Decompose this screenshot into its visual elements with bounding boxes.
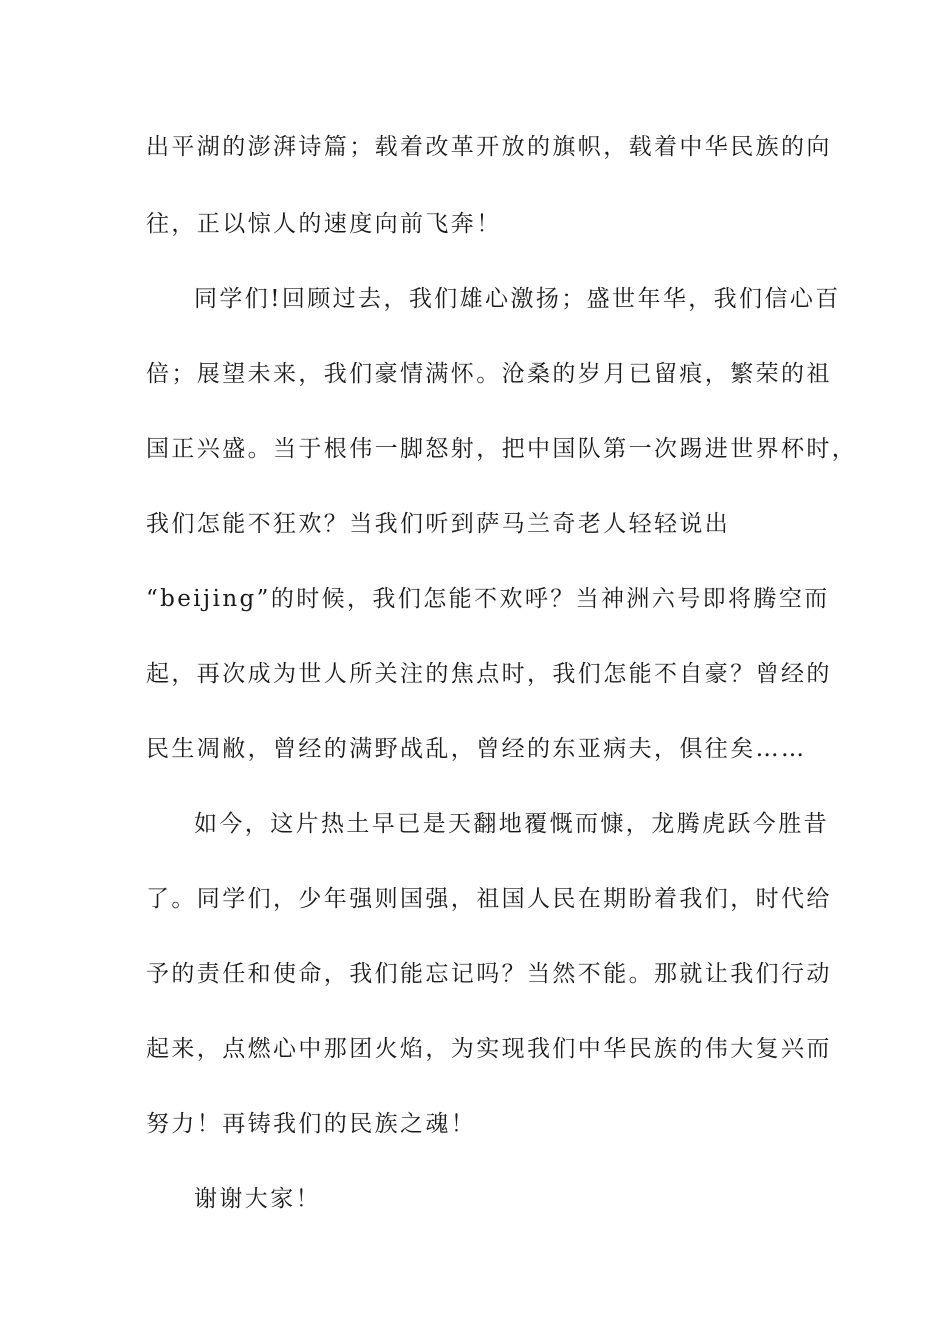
paragraph-start-line: 如今，这片热土早已是天翻地覆慨而慷，龙腾虎跃今胜昔 [194,811,829,837]
text-line: 予的责任和使命，我们能忘记吗？当然不能。那就让我们行动 [146,961,832,987]
text-line: 出平湖的澎湃诗篇；载着改革开放的旗帜，载着中华民族的向 [146,134,832,160]
closing-line: 谢谢大家！ [194,1186,321,1212]
text-line: 起，再次成为世人所关注的焦点时，我们怎能不自豪？曾经的 [146,661,832,687]
text-line: “beijing”的时候，我们怎能不欢呼？当神洲六号即将腾空而 [146,586,830,612]
paragraph-start-line: 同学们!回顾过去，我们雄心激扬；盛世年华，我们信心百 [194,286,841,312]
text-line: 了。同学们，少年强则国强，祖国人民在期盼着我们，时代给 [146,886,832,912]
text-line: 努力！再铸我们的民族之魂！ [146,1111,477,1137]
text-line: 起来，点燃心中那团火焰，为实现我们中华民族的伟大复兴而 [146,1036,832,1062]
text-line: 倍；展望未来，我们豪情满怀。沧桑的岁月已留痕，繁荣的祖 [146,361,832,387]
text-line: 往，正以惊人的速度向前飞奔！ [146,211,502,237]
text-line: 我们怎能不狂欢？当我们听到萨马兰奇老人轻轻说出 [146,511,731,537]
text-line: 民生凋敝，曾经的满野战乱，曾经的东亚病夫，俱往矣…… [146,736,807,762]
text-line: 国正兴盛。当于根伟一脚怒射，把中国队第一次踢进世界杯时， [146,436,858,462]
